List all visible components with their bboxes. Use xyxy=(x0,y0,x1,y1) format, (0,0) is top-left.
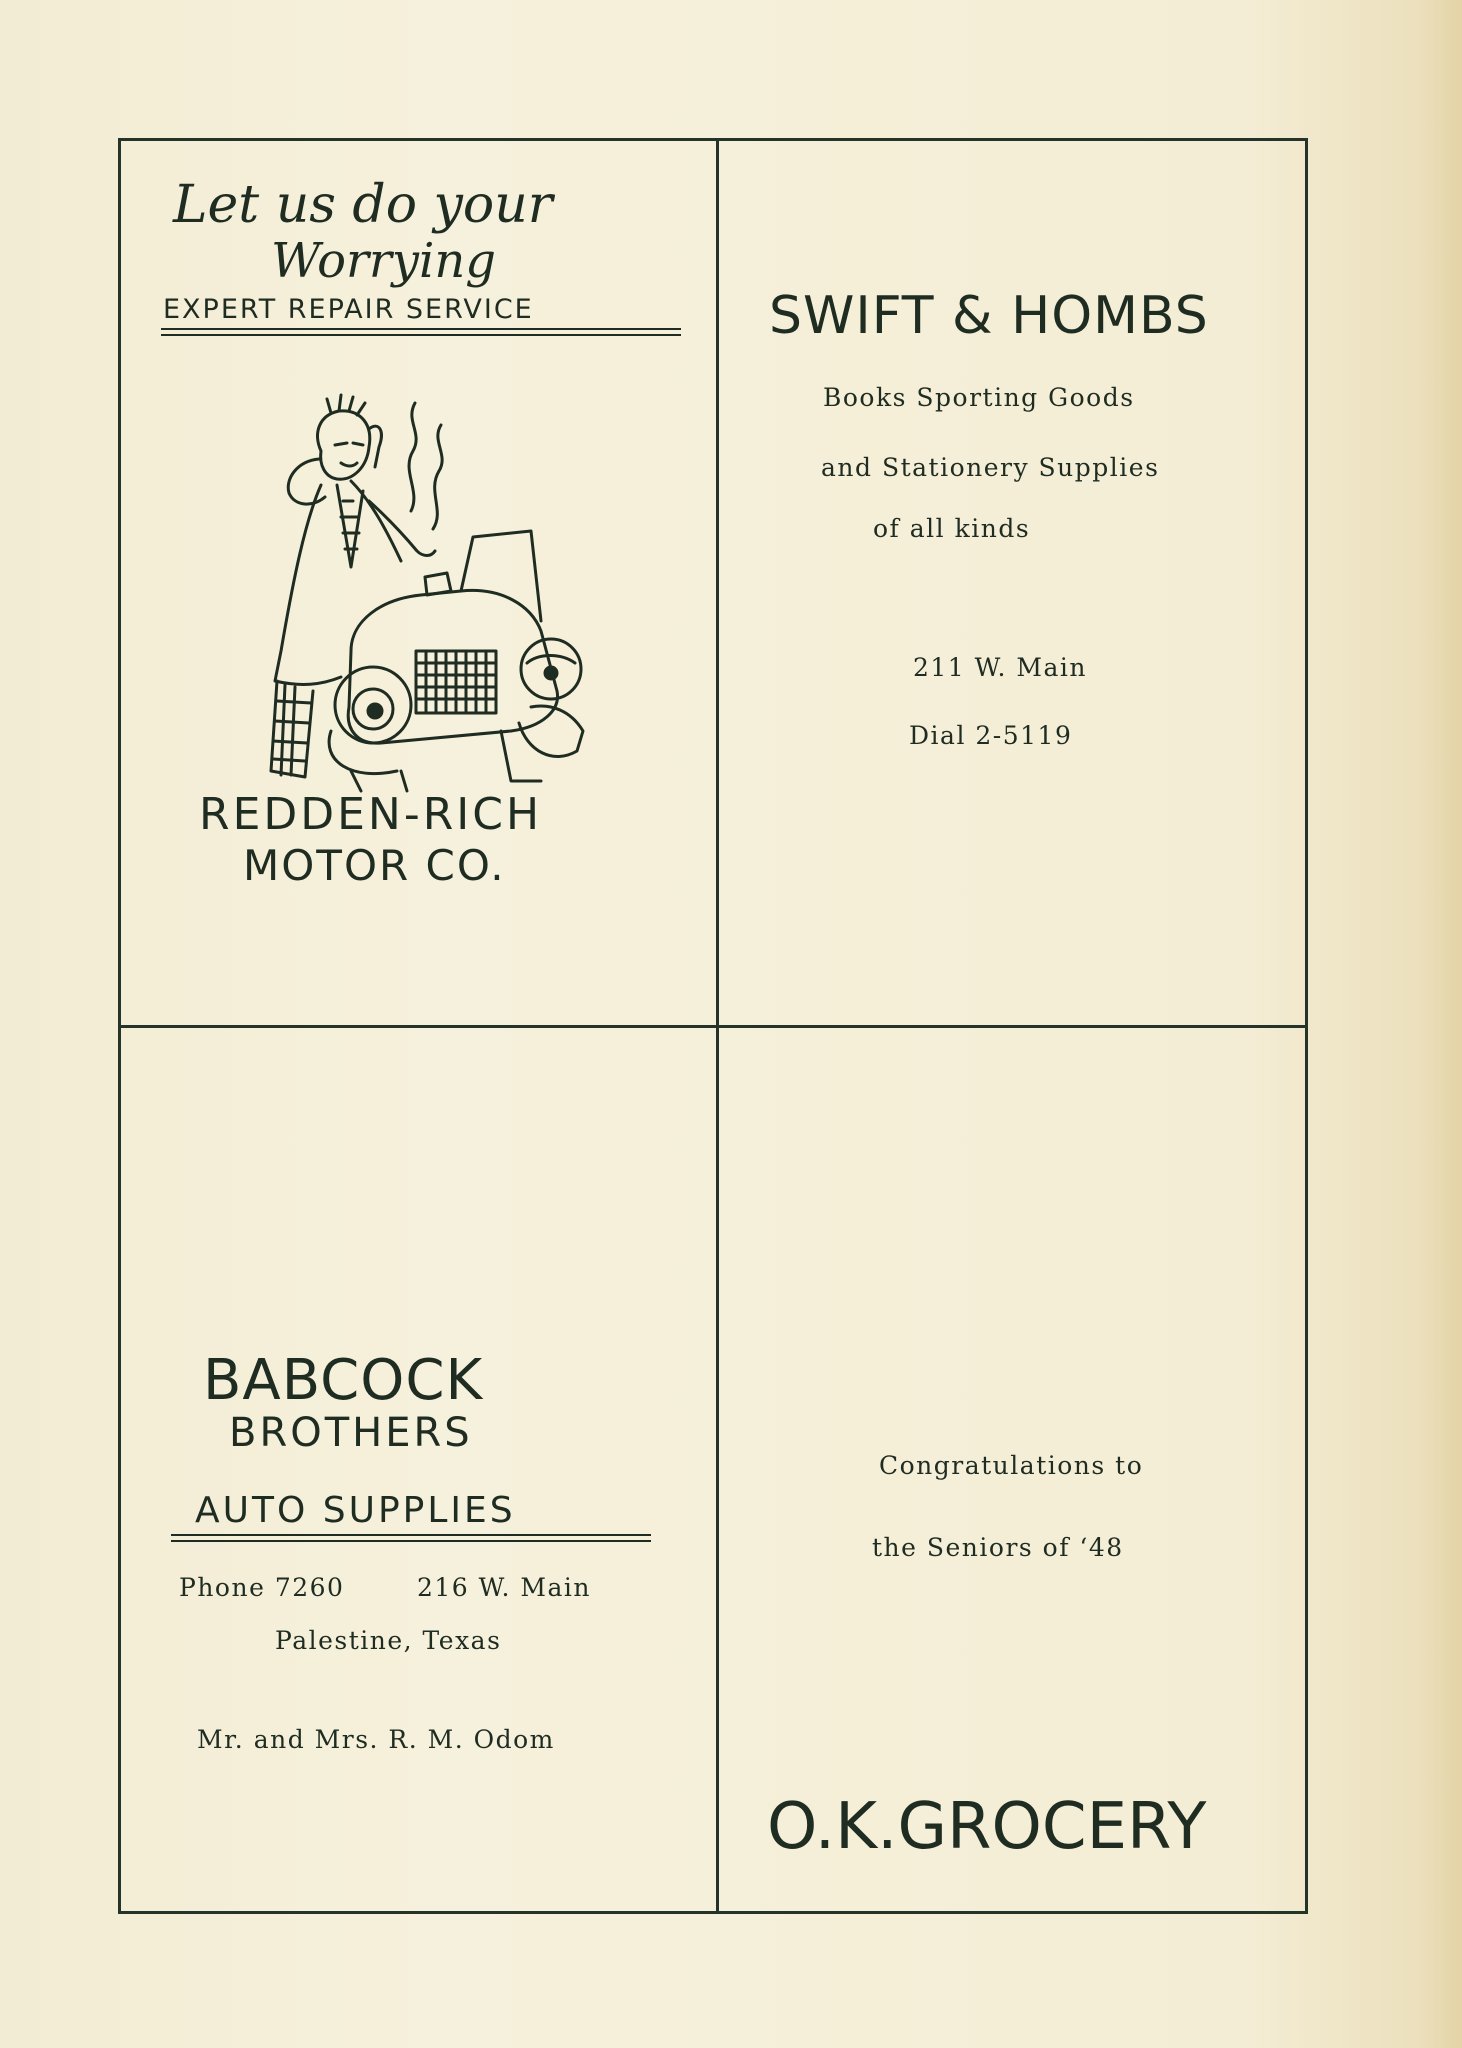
products-line3: of all kinds xyxy=(873,514,1031,543)
service-label: EXPERT REPAIR SERVICE xyxy=(163,294,534,325)
address: 216 W. Main xyxy=(417,1573,591,1602)
congrats-line2: the Seniors of ‘48 xyxy=(872,1533,1124,1562)
babcock-brothers-ad xyxy=(121,1028,716,1914)
company-name-line3: AUTO SUPPLIES xyxy=(195,1490,516,1531)
company-name-line1: REDDEN-RICH xyxy=(199,789,543,840)
service-underline-2 xyxy=(161,334,681,336)
auto-supplies-underline-2 xyxy=(171,1540,651,1542)
owners: Mr. and Mrs. R. M. Odom xyxy=(197,1725,555,1754)
congrats-line1: Congratulations to xyxy=(879,1451,1144,1480)
ok-grocery-ad xyxy=(719,1028,1308,1914)
company-name: O.K.GROCERY xyxy=(767,1790,1207,1864)
redden-rich-ad xyxy=(121,141,716,1025)
tagline-line2: Worrying xyxy=(271,233,496,289)
company-name-line1: BABCOCK xyxy=(203,1348,484,1413)
company-name: SWIFT & HOMBS xyxy=(769,286,1209,346)
company-name-line2: BROTHERS xyxy=(229,1410,473,1456)
phone: Phone 7260 xyxy=(179,1573,345,1602)
products-line2: and Stationery Supplies xyxy=(821,453,1160,482)
products-line1: Books Sporting Goods xyxy=(823,383,1135,412)
phone: Dial 2-5119 xyxy=(909,721,1073,750)
auto-supplies-underline-1 xyxy=(171,1534,651,1536)
city: Palestine, Texas xyxy=(275,1626,502,1655)
ad-grid xyxy=(118,138,1308,1914)
address: 211 W. Main xyxy=(913,653,1087,682)
swift-hombs-ad xyxy=(719,141,1308,1025)
tagline-line1: Let us do your xyxy=(173,175,553,235)
service-underline-1 xyxy=(161,328,681,330)
company-name-line2: MOTOR CO. xyxy=(243,841,506,890)
